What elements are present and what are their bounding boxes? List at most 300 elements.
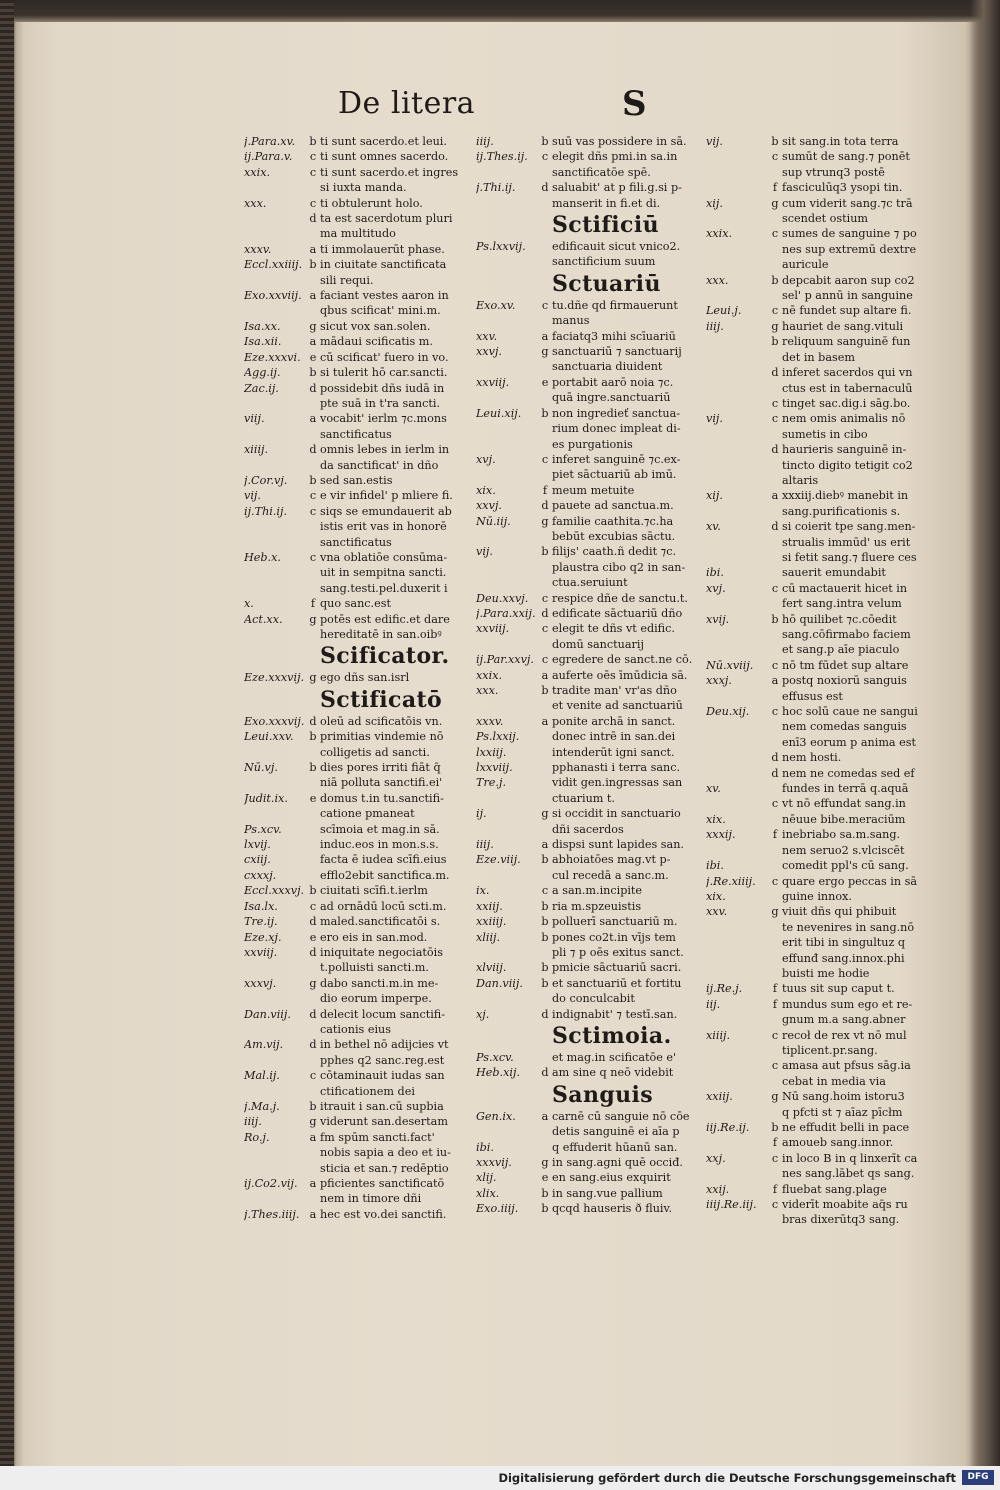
entry-section-letter: d bbox=[309, 212, 317, 226]
entry-text: fert sang.intra velum bbox=[782, 597, 902, 611]
entry-text: elegit te dñs vt edific. bbox=[552, 622, 675, 636]
entry-section-letter: f bbox=[772, 982, 778, 996]
concordance-entry bbox=[706, 1135, 942, 1150]
entry-text: nē fundet sup altare fi. bbox=[782, 304, 912, 318]
entry-section-letter: g bbox=[771, 319, 779, 333]
concordance-entry bbox=[244, 149, 478, 164]
entry-section-letter: a bbox=[309, 1207, 317, 1221]
entry-text: sanctuariū ⁊ sanctuarij bbox=[552, 345, 682, 359]
entry-section-letter: b bbox=[771, 273, 779, 287]
entry-section-letter: c bbox=[309, 1069, 317, 1083]
concordance-entry bbox=[244, 242, 478, 257]
entry-text: postq noxiorū sanguis bbox=[782, 674, 907, 688]
entry-text: faciatq3 mihi scīuariū bbox=[552, 329, 676, 343]
entry-text: dio eorum imperpe. bbox=[320, 992, 432, 1006]
entry-reference: xlij. bbox=[476, 1171, 497, 1185]
entry-text: pphes q2 sanc.reg.est bbox=[320, 1053, 445, 1067]
entry-reference: xiiij. bbox=[244, 443, 269, 457]
concordance-entry bbox=[476, 1065, 708, 1080]
entry-reference: xij. bbox=[706, 489, 723, 503]
entry-reference: ij.Co2.vij. bbox=[244, 1177, 298, 1190]
entry-text: cōtaminauit iudas san bbox=[320, 1069, 445, 1083]
entry-text: effusus est bbox=[782, 689, 843, 703]
entry-text: colligetis ad sancti. bbox=[320, 745, 430, 759]
concordance-entry bbox=[476, 1050, 708, 1065]
entry-text: ctus est in tabernaculū bbox=[782, 381, 913, 395]
entry-text: ti obtulerunt holo. bbox=[320, 196, 423, 210]
footer-bar bbox=[0, 1466, 1000, 1490]
entry-reference: Eze.xxxvij. bbox=[244, 671, 305, 685]
concordance-entry bbox=[244, 1022, 478, 1037]
entry-text: t.polluisti sancti.m. bbox=[320, 961, 429, 975]
concordance-entry bbox=[706, 442, 942, 457]
entry-text: te nevenires in sang.nō bbox=[782, 920, 915, 934]
concordance-entry bbox=[476, 498, 708, 513]
entry-reference: ix. bbox=[476, 884, 490, 898]
entry-section-letter: f bbox=[772, 997, 778, 1011]
entry-reference: Ro.j. bbox=[244, 1130, 270, 1144]
concordance-entry bbox=[476, 134, 708, 149]
entry-section-letter: a bbox=[309, 1130, 317, 1144]
entry-text: sumetis in cibo bbox=[782, 427, 868, 441]
entry-text: primitias vindemie nō bbox=[320, 730, 444, 744]
entry-text: sup vtrunq3 postē bbox=[782, 165, 885, 179]
concordance-entry bbox=[476, 683, 708, 698]
concordance-entry bbox=[476, 406, 708, 421]
entry-section-letter: e bbox=[309, 791, 317, 805]
entry-text: in sang.vue pallium bbox=[552, 1186, 663, 1200]
concordance-entry bbox=[244, 180, 478, 195]
entry-text: ero eis in san.mod. bbox=[320, 930, 428, 944]
entry-text: intenderūt igni sanct. bbox=[552, 745, 675, 759]
concordance-entry bbox=[244, 883, 478, 898]
entry-section-letter: c bbox=[309, 196, 317, 210]
entry-text: nobis sapia a deo et iu- bbox=[320, 1146, 451, 1160]
entry-section-letter: b bbox=[309, 258, 317, 272]
concordance-entry bbox=[706, 658, 942, 673]
concordance-entry bbox=[476, 945, 708, 960]
entry-text: reliquum sanguinē fun bbox=[782, 335, 911, 349]
entry-text: pmicie sāctuariū sacri. bbox=[552, 961, 682, 975]
concordance-entry bbox=[476, 698, 708, 713]
entry-text: egredere de sanct.ne cō. bbox=[552, 653, 693, 667]
entry-reference: xxxvj. bbox=[244, 976, 277, 990]
entry-section-letter: f bbox=[772, 1136, 778, 1150]
concordance-entry bbox=[244, 729, 478, 744]
entry-text: domus t.in tu.sanctifi- bbox=[320, 791, 444, 805]
entry-reference: xv. bbox=[706, 782, 721, 796]
entry-text: erit tibi in singultuz q bbox=[782, 936, 906, 950]
concordance-entry bbox=[706, 1074, 942, 1089]
concordance-entry bbox=[706, 1105, 942, 1120]
entry-text: donec intrē in san.dei bbox=[552, 730, 676, 744]
entry-section-letter: b bbox=[309, 884, 317, 898]
entry-section-letter: d bbox=[309, 1007, 317, 1021]
entry-text: mādaui scificatis m. bbox=[320, 335, 433, 349]
concordance-entry bbox=[476, 180, 708, 195]
concordance-entry bbox=[244, 1053, 478, 1068]
entry-section-letter: c bbox=[309, 489, 317, 503]
entry-text: si iuxta manda. bbox=[320, 181, 407, 195]
concordance-entry bbox=[706, 796, 942, 811]
entry-section-letter: c bbox=[309, 150, 317, 164]
concordance-entry bbox=[476, 421, 708, 436]
entry-reference: Tre.ij. bbox=[244, 915, 278, 929]
concordance-entry bbox=[706, 735, 942, 750]
entry-reference: iiij.Re.iij. bbox=[706, 1198, 757, 1212]
concordance-entry bbox=[476, 760, 708, 775]
entry-text: sanctificatus bbox=[320, 427, 392, 441]
entry-text: nem in timore dñi bbox=[320, 1192, 422, 1206]
concordance-entry bbox=[706, 843, 942, 858]
entry-section-letter: g bbox=[309, 612, 317, 626]
entry-text: portabit aarō noia ⁊c. bbox=[552, 375, 674, 389]
concordance-entry bbox=[244, 427, 478, 442]
entry-text: plaustra cibo q2 in san- bbox=[552, 560, 686, 574]
entry-text: amasa aut pfsus sāg.ia bbox=[782, 1059, 911, 1073]
entry-section-letter: c bbox=[771, 658, 779, 672]
concordance-entry bbox=[476, 914, 708, 929]
concordance-entry bbox=[244, 670, 478, 685]
headword: Sctificiū bbox=[552, 212, 659, 239]
entry-text: domū sanctuarij bbox=[552, 637, 644, 651]
text-column-1 bbox=[244, 134, 478, 1222]
entry-reference: iij.Re.ij. bbox=[706, 1121, 750, 1134]
entry-reference: j.Ma.j. bbox=[244, 1099, 280, 1113]
entry-text: in bethel nō adijcies vt bbox=[320, 1038, 449, 1052]
concordance-entry bbox=[244, 319, 478, 334]
concordance-entry bbox=[706, 581, 942, 596]
concordance-entry bbox=[476, 437, 708, 452]
entry-text: cū mactauerit hicet in bbox=[782, 581, 908, 595]
concordance-entry bbox=[476, 1155, 708, 1170]
entry-text: inferet sacerdos qui vn bbox=[782, 366, 913, 380]
entry-text: pficientes sanctificatō bbox=[320, 1177, 445, 1190]
entry-text: sumūt de sang.⁊ ponēt bbox=[782, 150, 910, 164]
concordance-entry bbox=[476, 991, 708, 1006]
entry-text: hō quilibet ⁊c.cōedit bbox=[782, 612, 897, 626]
entry-text: qbus scificat' mini.m. bbox=[320, 304, 441, 318]
concordance-entry bbox=[706, 935, 942, 950]
concordance-entry bbox=[706, 550, 942, 565]
concordance-entry bbox=[244, 945, 478, 960]
concordance-entry bbox=[244, 519, 478, 534]
entry-section-letter: c bbox=[771, 1028, 779, 1042]
concordance-entry bbox=[244, 1068, 478, 1083]
entry-reference: xxvj. bbox=[476, 499, 502, 513]
entry-reference: Exo.xxxvij. bbox=[244, 714, 305, 728]
entry-text: detis sanguinē ei aīa p bbox=[552, 1125, 680, 1139]
concordance-entry bbox=[244, 488, 478, 503]
entry-section-letter: c bbox=[541, 298, 549, 312]
entry-text: ponite archā in sanct. bbox=[552, 714, 676, 728]
entry-text: niā polluta sanctifi.ei' bbox=[320, 776, 443, 790]
concordance-entry bbox=[706, 504, 942, 519]
concordance-entry bbox=[476, 714, 708, 729]
concordance-entry bbox=[706, 766, 942, 781]
footer-credit-text: Digitalisierung gefördert durch die Deutsche Forschungsgemeinschaft bbox=[498, 1471, 956, 1485]
entry-section-letter: a bbox=[309, 1177, 317, 1190]
entry-text: si tulerit hō car.sancti. bbox=[320, 366, 448, 380]
entry-section-letter: c bbox=[771, 150, 779, 164]
concordance-entry bbox=[244, 226, 478, 241]
entry-text: cebat in media via bbox=[782, 1074, 886, 1088]
entry-section-letter: g bbox=[541, 1155, 549, 1169]
entry-text: viderunt san.desertam bbox=[320, 1115, 448, 1129]
entry-section-letter: d bbox=[771, 443, 779, 457]
entry-reference: Ps.lxxvij. bbox=[476, 240, 526, 254]
entry-text: sanctificium suum bbox=[552, 255, 656, 269]
entry-section-letter: g bbox=[771, 196, 779, 210]
concordance-entry bbox=[706, 180, 942, 195]
entry-reference: xlix. bbox=[476, 1186, 500, 1200]
entry-text: sang.purificationis s. bbox=[782, 504, 901, 518]
headword: Sanguis bbox=[552, 1081, 654, 1108]
entry-section-letter: f bbox=[310, 597, 316, 611]
entry-section-letter: e bbox=[309, 930, 317, 944]
concordance-entry bbox=[244, 581, 478, 596]
entry-text: piet sāctuariū ab imū. bbox=[552, 468, 677, 482]
entry-text: si fetit sang.⁊ fluere ces bbox=[782, 550, 917, 564]
entry-text: cationis eius bbox=[320, 1022, 391, 1036]
entry-section-letter: c bbox=[771, 412, 779, 426]
entry-reference: cxxxj. bbox=[244, 868, 277, 882]
entry-section-letter: c bbox=[541, 452, 549, 466]
entry-text: enī3 eorum p anima est bbox=[782, 735, 917, 749]
entry-section-letter: g bbox=[771, 1090, 779, 1104]
entry-text: sang.cōfirmabo faciem bbox=[782, 628, 911, 641]
concordance-entry bbox=[244, 442, 478, 457]
entry-text: inferet sanguinē ⁊c.ex- bbox=[552, 452, 681, 466]
entry-text: et sanctuariū et fortitu bbox=[552, 976, 682, 990]
concordance-entry bbox=[706, 1182, 942, 1197]
concordance-entry bbox=[706, 365, 942, 380]
entry-section-letter: b bbox=[309, 730, 317, 744]
entry-section-letter: b bbox=[541, 899, 549, 913]
concordance-entry bbox=[244, 1176, 478, 1191]
entry-text: possidebit dñs iudā in bbox=[320, 381, 445, 395]
entry-reference: Eccl.xxxvj. bbox=[244, 884, 305, 898]
entry-section-letter: b bbox=[541, 930, 549, 944]
concordance-entry bbox=[476, 165, 708, 180]
entry-reference: xxxv. bbox=[476, 714, 504, 728]
entry-reference: xvij. bbox=[706, 612, 730, 626]
headword: Sctificatō bbox=[320, 686, 443, 713]
entry-text: sticia et san.⁊ redēptio bbox=[320, 1161, 449, 1175]
entry-section-letter: c bbox=[309, 550, 317, 564]
concordance-entry bbox=[706, 904, 942, 919]
entry-section-letter: c bbox=[541, 150, 549, 164]
entry-text: hereditatē in san.oibꝰ bbox=[320, 628, 442, 641]
concordance-entry bbox=[706, 596, 942, 611]
entry-section-letter: d bbox=[309, 381, 317, 395]
entry-text: in sang.agni quē occiđ. bbox=[552, 1155, 683, 1169]
concordance-entry bbox=[476, 775, 708, 790]
entry-reference: xxxij. bbox=[706, 828, 736, 842]
entry-reference: xvj. bbox=[706, 581, 726, 595]
entry-text: altaris bbox=[782, 473, 819, 487]
concordance-entry bbox=[476, 544, 708, 559]
entry-reference: ij.Re.j. bbox=[706, 982, 743, 996]
concordance-entry bbox=[244, 1161, 478, 1176]
entry-text: in ciuitate sanctificata bbox=[320, 258, 447, 272]
entry-reference: cxiij. bbox=[244, 853, 271, 867]
entry-reference: xix. bbox=[706, 812, 726, 826]
entry-section-letter: f bbox=[772, 181, 778, 195]
entry-text: oleū ad scificatōis vn. bbox=[320, 714, 443, 728]
entry-reference: xix. bbox=[706, 889, 726, 903]
entry-section-letter: c bbox=[771, 1198, 779, 1212]
entry-section-letter: c bbox=[541, 653, 549, 667]
entry-reference: lxvij. bbox=[244, 838, 271, 852]
entry-reference: vij. bbox=[244, 489, 261, 503]
entry-reference: xxiij. bbox=[706, 1090, 733, 1104]
entry-section-letter: d bbox=[771, 520, 779, 534]
entry-text: polluerī sanctuariū m. bbox=[552, 915, 678, 929]
concordance-entry bbox=[244, 960, 478, 975]
entry-text: quo sanc.est bbox=[320, 597, 391, 611]
entry-reference: Exo.xv. bbox=[476, 298, 516, 312]
dfg-logo: DFG bbox=[962, 1470, 994, 1485]
concordance-entry bbox=[706, 411, 942, 426]
entry-text: sauerit emundabit bbox=[782, 566, 886, 580]
concordance-entry bbox=[706, 196, 942, 211]
entry-text: dispsi sunt lapides san. bbox=[552, 838, 684, 852]
concordance-entry bbox=[476, 560, 708, 575]
concordance-entry bbox=[706, 827, 942, 842]
concordance-entry bbox=[476, 483, 708, 498]
concordance-entry bbox=[244, 273, 478, 288]
entry-text: nes sup extremū dextre bbox=[782, 242, 917, 256]
entry-reference: xxix. bbox=[476, 668, 503, 682]
concordance-entry bbox=[244, 760, 478, 775]
entry-section-letter: e bbox=[541, 375, 549, 389]
concordance-entry bbox=[706, 473, 942, 488]
entry-text: sit sang.in tota terra bbox=[782, 135, 899, 148]
entry-reference: xxv. bbox=[706, 905, 728, 919]
entry-text: fm spūm sancti.fact' bbox=[320, 1130, 435, 1144]
concordance-entry bbox=[244, 1099, 478, 1114]
headword: Sctuariū bbox=[552, 270, 661, 297]
headword: Scificator. bbox=[320, 643, 450, 670]
concordance-entry bbox=[244, 1084, 478, 1099]
concordance-entry bbox=[244, 1191, 478, 1206]
concordance-entry bbox=[244, 775, 478, 790]
entry-reference: lxxiij. bbox=[476, 745, 507, 759]
entry-text: comedit ppl's cū sang. bbox=[782, 859, 909, 873]
entry-section-letter: d bbox=[771, 366, 779, 380]
entry-text: istis erit vas in honorē bbox=[320, 520, 447, 534]
concordance-entry bbox=[706, 165, 942, 180]
entry-reference: xxviij. bbox=[244, 945, 278, 959]
entry-text: sicut vox san.solen. bbox=[320, 319, 431, 333]
entry-text: vocabit' ierlm ⁊c.mons bbox=[320, 412, 447, 426]
concordance-entry bbox=[476, 791, 708, 806]
entry-section-letter: g bbox=[541, 807, 549, 821]
entry-text: pli ⁊ p oēs exitus sanct. bbox=[552, 945, 684, 959]
entry-reference: xxv. bbox=[476, 329, 498, 343]
entry-section-letter: b bbox=[309, 366, 317, 380]
entry-section-letter: g bbox=[309, 671, 317, 685]
entry-text: fundes in terrā q.aquā bbox=[782, 782, 909, 796]
entry-text: ctua.seruiunt bbox=[552, 576, 628, 590]
concordance-entry bbox=[244, 473, 478, 488]
entry-section-letter: g bbox=[309, 976, 317, 990]
entry-reference: ibi. bbox=[706, 566, 724, 580]
entry-section-letter: a bbox=[309, 335, 317, 349]
entry-text: pauete ad sanctua.m. bbox=[552, 499, 674, 513]
entry-section-letter: e bbox=[541, 1171, 549, 1185]
entry-reference: Leui.j. bbox=[706, 304, 742, 318]
concordance-entry bbox=[476, 254, 708, 269]
entry-text: ria m.spzeuistis bbox=[552, 899, 642, 913]
entry-text: ma multitudo bbox=[320, 227, 396, 241]
entry-section-letter: b bbox=[309, 1099, 317, 1113]
entry-text: auricule bbox=[782, 258, 829, 272]
entry-section-letter: a bbox=[771, 489, 779, 503]
concordance-entry bbox=[476, 652, 708, 667]
page-header-title: De litera bbox=[338, 86, 476, 121]
entry-reference: xxiij. bbox=[476, 899, 503, 913]
entry-section-letter: a bbox=[541, 668, 549, 682]
entry-section-letter: d bbox=[541, 606, 549, 620]
entry-text: effunđ sang.innox.phi bbox=[782, 951, 905, 965]
entry-section-letter: b bbox=[771, 135, 779, 148]
entry-text: bras dixerūtq3 sang. bbox=[782, 1213, 900, 1227]
concordance-entry bbox=[244, 288, 478, 303]
entry-section-letter: a bbox=[541, 1109, 549, 1123]
concordance-entry bbox=[476, 883, 708, 898]
entry-text: da sanctificat' in dño bbox=[320, 458, 439, 472]
concordance-entry bbox=[706, 319, 942, 334]
entry-text: ctuarium t. bbox=[552, 791, 615, 805]
concordance-entry bbox=[244, 350, 478, 365]
concordance-entry bbox=[706, 612, 942, 627]
entry-text: tradite man' vr'as dño bbox=[552, 684, 677, 697]
entry-text: maled.sanctificatōi s. bbox=[320, 915, 441, 929]
concordance-entry bbox=[244, 257, 478, 272]
entry-reference: xxxj. bbox=[706, 674, 732, 688]
concordance-entry bbox=[244, 1037, 478, 1052]
entry-reference: ij.Thi.ij. bbox=[244, 504, 288, 518]
entry-section-letter: b bbox=[541, 915, 549, 929]
entry-section-letter: b bbox=[541, 853, 549, 867]
concordance-entry bbox=[244, 165, 478, 180]
entry-text: fasciculūq3 ysopi tin. bbox=[782, 181, 903, 195]
entry-text: ctificationem dei bbox=[320, 1084, 415, 1098]
entry-reference: Nū.xviij. bbox=[706, 658, 754, 672]
entry-text: quā ingre.sanctuariū bbox=[552, 391, 671, 405]
entry-section-letter: d bbox=[771, 751, 779, 765]
entry-reference: Zac.ij. bbox=[244, 381, 279, 395]
concordance-entry bbox=[706, 257, 942, 272]
entry-reference: xlviij. bbox=[476, 961, 507, 975]
concordance-entry bbox=[244, 535, 478, 550]
concordance-entry bbox=[244, 1130, 478, 1145]
entry-reference: xxij. bbox=[706, 1182, 730, 1196]
concordance-entry bbox=[706, 1197, 942, 1212]
concordance-entry bbox=[476, 298, 708, 313]
entry-section-letter: g bbox=[541, 345, 549, 359]
entry-section-letter: b bbox=[541, 684, 549, 697]
concordance-entry bbox=[476, 196, 708, 211]
entry-text: dñi sacerdos bbox=[552, 822, 624, 836]
concordance-entry bbox=[244, 596, 478, 611]
concordance-entry bbox=[244, 334, 478, 349]
entry-text: depcabit aaron sup co2 bbox=[782, 273, 915, 287]
concordance-entry bbox=[706, 1028, 942, 1043]
entry-reference: vij. bbox=[706, 412, 723, 426]
